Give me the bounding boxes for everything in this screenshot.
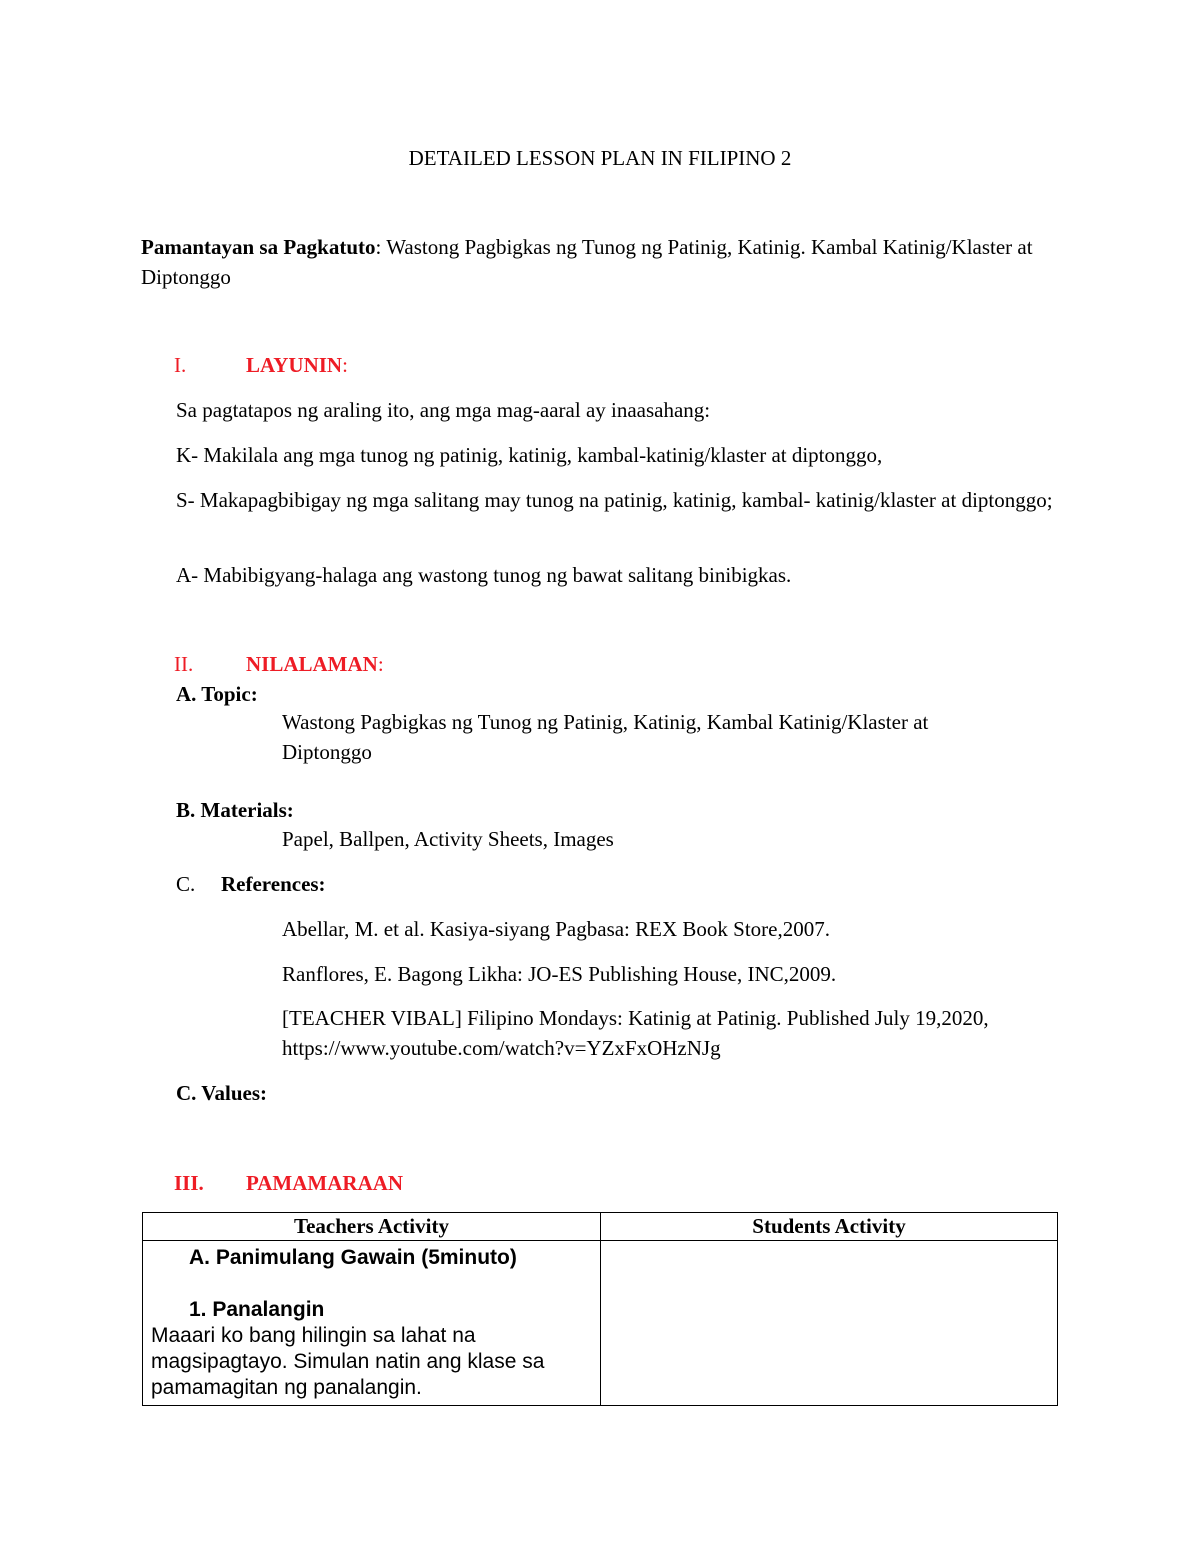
values-label: C. Values: [176,1081,268,1105]
objectives-intro: Sa pagtatapos ng araling ito, ang mga mag-aaral ay inaasahang: [176,398,711,422]
references-letter: C. [176,872,196,896]
learning-standard-text: : Wastong Pagbigkas ng Tunog ng Patinig, Katinig. Kambal Katinig/Klaster at Diptonggo [141,235,1033,289]
topic-value: Wastong Pagbigkas ng Tunog ng Patinig, Katinig, Kambal Katinig/Klaster at Diptonggo [282,710,929,764]
section-2-heading: NILALAMAN: [246,652,384,676]
section-1-heading-text: LAYUNIN [246,353,343,377]
section-3-heading: PAMAMARAAN [246,1171,404,1195]
section-2-heading-text: NILALAMAN [246,652,378,676]
students-activity-header: Students Activity [601,1213,1058,1241]
learning-standard-label: Pamantayan sa Pagkatuto [141,235,376,259]
materials-label: B. Materials: [176,798,294,822]
objective-skill: S- Makapagbibigay ng mga salitang may tunog na patinig, katinig, kambal- katinig/klaster at diptonggo; [176,488,1053,512]
materials-value: Papel, Ballpen, Activity Sheets, Images [282,827,614,851]
reference-1: Abellar, M. et al. Kasiya-siyang Pagbasa: REX Book Store,2007. [282,917,830,941]
objective-knowledge: K- Makilala ang mga tunog ng patinig, katinig, kambal-katinig/klaster at diptonggo, [176,443,883,467]
reference-2: Ranflores, E. Bagong Likha: JO-ES Publishing House, INC,2009. [282,962,837,986]
panalangin-text: Maaari ko bang hilingin sa lahat na magsipagtayo. Simulan natin ang klase sa pamamagitan ng panalangin. [151,1324,545,1399]
table-header-row [143,1213,1058,1241]
table-row [143,1241,1058,1406]
section-2-numeral: II. [174,652,194,676]
teacher-activity-cell [143,1241,601,1406]
teachers-activity-header: Teachers Activity [143,1213,601,1241]
section-3-numeral: III. [174,1171,204,1195]
student-activity-cell [601,1241,1058,1406]
objective-attitude: A- Mabibigyang-halaga ang wastong tunog ng bawat salitang binibigkas. [176,563,792,587]
panimulang-gawain-heading: A. Panimulang Gawain (5minuto) [189,1246,517,1269]
learning-standard [141,232,1041,292]
reference-3: [TEACHER VIBAL] Filipino Mondays: Katinig at Patinig. Published July 19,2020, https://www.youtube.com/watch?v=YZxFxOHzNJg [282,1006,989,1060]
section-1-numeral: I. [174,353,187,377]
section-1-heading: LAYUNIN: [246,353,348,377]
panalangin-heading: 1. Panalangin [189,1298,325,1321]
references-label: References: [221,872,326,896]
procedure-table [142,1212,1058,1406]
document-title: DETAILED LESSON PLAN IN FILIPINO 2 [408,146,792,170]
topic-label: A. Topic: [176,682,258,706]
